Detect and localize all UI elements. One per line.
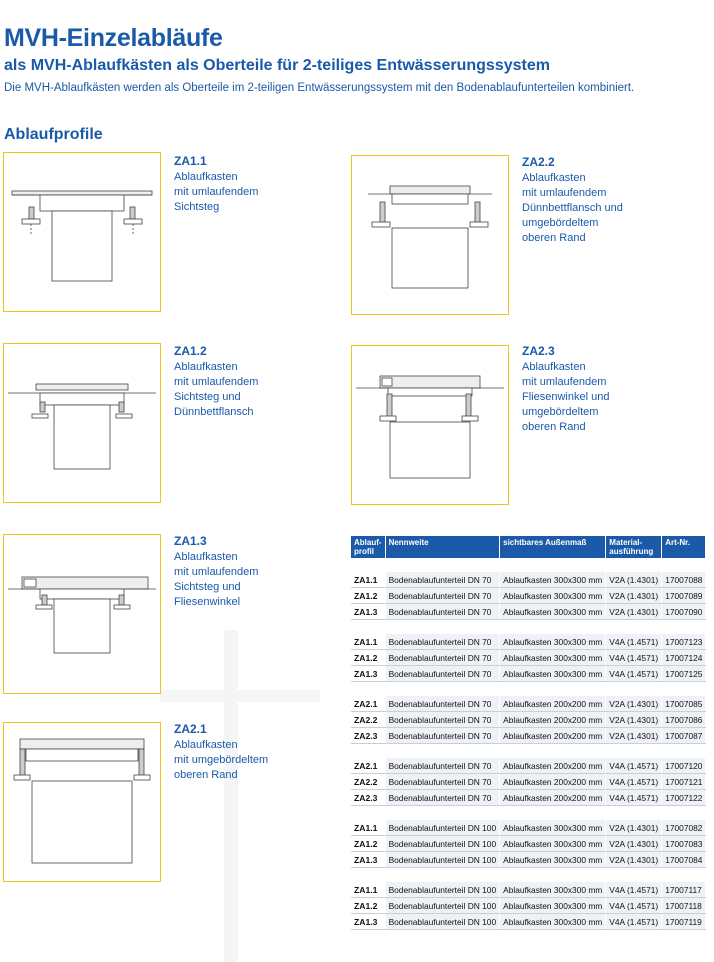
table-body <box>351 558 706 930</box>
column-header: Ablauf- profil <box>351 536 385 558</box>
table-row <box>351 696 706 712</box>
table-cell: 17007085 <box>662 696 706 712</box>
table-header-row <box>351 536 706 558</box>
table-cell: 17007089 <box>662 588 706 604</box>
column-header: Art-Nr. <box>662 536 706 558</box>
table-cell: 17007122 <box>662 790 706 806</box>
table-cell: ZA1.3 <box>351 914 385 930</box>
table-cell: Bodenablaufunterteil DN 70 <box>385 666 500 682</box>
table-cell: 17007121 <box>662 774 706 790</box>
table-cell: ZA1.1 <box>351 572 385 588</box>
table-row <box>351 882 706 898</box>
table-cell: Ablaufkasten 200x200 mm <box>500 774 606 790</box>
profile-za1-2 <box>174 344 258 420</box>
table-cell: ZA1.2 <box>351 836 385 852</box>
table-cell: V2A (1.4301) <box>606 728 662 744</box>
article-table <box>351 536 706 930</box>
table-cell: Bodenablaufunterteil DN 100 <box>385 882 500 898</box>
table-cell: Ablaufkasten 300x300 mm <box>500 914 606 930</box>
table-row <box>351 820 706 836</box>
table-cell: Bodenablaufunterteil DN 70 <box>385 758 500 774</box>
profile-desc-line: oberen Rand <box>174 769 238 781</box>
intro-text: Die MVH-Ablaufkästen werden als Oberteile im 2-teiligen Entwässerungssystem mit den Bodenablaufunterteilen kombiniert. <box>4 82 635 94</box>
table-cell: V4A (1.4571) <box>606 882 662 898</box>
table-row <box>351 898 706 914</box>
profile-desc-line: Ablaufkasten <box>174 361 238 373</box>
table-cell: V4A (1.4571) <box>606 898 662 914</box>
table-cell: Bodenablaufunterteil DN 70 <box>385 604 500 620</box>
profile-desc-line: Sichtsteg <box>174 201 220 213</box>
profile-drawing-za1-1 <box>3 152 161 312</box>
table-row <box>351 650 706 666</box>
table-cell: ZA2.2 <box>351 774 385 790</box>
profile-drawing-za2-3 <box>351 345 509 505</box>
profile-desc-line: mit umlaufendem <box>174 186 259 198</box>
table-cell: ZA2.1 <box>351 758 385 774</box>
table-cell: ZA1.1 <box>351 820 385 836</box>
table-cell: V4A (1.4571) <box>606 914 662 930</box>
column-header: Material- ausführung <box>606 536 662 558</box>
table-cell: V4A (1.4571) <box>606 634 662 650</box>
table-cell: Bodenablaufunterteil DN 100 <box>385 914 500 930</box>
table-cell: Bodenablaufunterteil DN 70 <box>385 712 500 728</box>
profile-desc-line: Ablaufkasten <box>174 551 238 563</box>
profile-desc-line: Ablaufkasten <box>174 171 238 183</box>
table-cell: Ablaufkasten 300x300 mm <box>500 882 606 898</box>
profile-code: ZA2.3 <box>522 344 555 358</box>
table-cell: Ablaufkasten 200x200 mm <box>500 696 606 712</box>
profile-drawing-za1-2 <box>3 343 161 503</box>
profile-drawing-za2-2 <box>351 155 509 315</box>
profile-desc-line: mit umlaufendem <box>522 376 607 388</box>
table-cell: Ablaufkasten 300x300 mm <box>500 588 606 604</box>
table-row <box>351 836 706 852</box>
table-cell: 17007123 <box>662 634 706 650</box>
profile-desc-line: Ablaufkasten <box>522 172 586 184</box>
table-group-spacer <box>351 682 706 697</box>
table-cell: ZA1.1 <box>351 882 385 898</box>
profile-desc-line: Sichtsteg und <box>174 391 241 403</box>
table-cell: Bodenablaufunterteil DN 70 <box>385 696 500 712</box>
table-cell: Ablaufkasten 300x300 mm <box>500 836 606 852</box>
table-cell: V2A (1.4301) <box>606 712 662 728</box>
background-cross-vertical <box>224 630 238 962</box>
table-cell: Bodenablaufunterteil DN 100 <box>385 836 500 852</box>
column-header: Nennweite <box>385 536 500 558</box>
table-cell: V4A (1.4571) <box>606 774 662 790</box>
table-row <box>351 634 706 650</box>
profile-desc-line: umgebördeltem <box>522 406 599 418</box>
table-cell: Ablaufkasten 200x200 mm <box>500 758 606 774</box>
profile-drawing-za2-1 <box>3 722 161 882</box>
table-cell: Ablaufkasten 300x300 mm <box>500 820 606 836</box>
profile-drawing-za1-3 <box>3 534 161 694</box>
table-cell: ZA2.1 <box>351 696 385 712</box>
table-cell: ZA1.3 <box>351 666 385 682</box>
profile-desc-line: Sichtsteg und <box>174 581 241 593</box>
profile-code: ZA1.2 <box>174 344 207 358</box>
table-cell: Ablaufkasten 300x300 mm <box>500 666 606 682</box>
profile-code: ZA1.3 <box>174 534 207 548</box>
table-row <box>351 790 706 806</box>
profile-desc-line: Dünnbettflansch <box>174 406 254 418</box>
table-cell: Ablaufkasten 300x300 mm <box>500 572 606 588</box>
table-cell: V2A (1.4301) <box>606 836 662 852</box>
table-cell: 17007090 <box>662 604 706 620</box>
profile-za1-3 <box>174 534 258 610</box>
table-row <box>351 588 706 604</box>
profile-desc-line: Ablaufkasten <box>522 361 586 373</box>
table-row <box>351 712 706 728</box>
table-cell: V2A (1.4301) <box>606 588 662 604</box>
profile-desc-line: Ablaufkasten <box>174 739 238 751</box>
table-cell: V4A (1.4571) <box>606 666 662 682</box>
profile-desc-line: mit umlaufendem <box>174 566 259 578</box>
table-cell: V2A (1.4301) <box>606 604 662 620</box>
profile-desc-line: Dünnbettflansch und <box>522 202 623 214</box>
table-cell: Bodenablaufunterteil DN 70 <box>385 728 500 744</box>
table-cell: ZA2.2 <box>351 712 385 728</box>
profile-desc-line: Fliesenwinkel <box>174 596 241 608</box>
table-cell: 17007118 <box>662 898 706 914</box>
table-cell: ZA2.3 <box>351 728 385 744</box>
table-group-spacer <box>351 806 706 821</box>
table-cell: V2A (1.4301) <box>606 852 662 868</box>
table-cell: Ablaufkasten 300x300 mm <box>500 634 606 650</box>
table-row <box>351 852 706 868</box>
profile-za2-3 <box>522 344 609 435</box>
table-cell: ZA1.2 <box>351 898 385 914</box>
table-row <box>351 666 706 682</box>
table-cell: 17007082 <box>662 820 706 836</box>
table-row <box>351 914 706 930</box>
table-cell: Ablaufkasten 300x300 mm <box>500 604 606 620</box>
table-cell: Bodenablaufunterteil DN 70 <box>385 588 500 604</box>
profile-desc-line: mit umgebördeltem <box>174 754 269 766</box>
table-row <box>351 774 706 790</box>
table-cell: 17007084 <box>662 852 706 868</box>
profile-za2-2 <box>522 155 623 246</box>
profile-za2-1 <box>174 722 268 783</box>
table-cell: Ablaufkasten 200x200 mm <box>500 728 606 744</box>
table-cell: V2A (1.4301) <box>606 820 662 836</box>
table-row <box>351 604 706 620</box>
table-group-spacer <box>351 868 706 883</box>
table-cell: Bodenablaufunterteil DN 70 <box>385 790 500 806</box>
table-cell: 17007083 <box>662 836 706 852</box>
table-cell: 17007087 <box>662 728 706 744</box>
profile-za1-1 <box>174 154 258 215</box>
table-cell: Bodenablaufunterteil DN 70 <box>385 634 500 650</box>
table-cell: ZA1.1 <box>351 634 385 650</box>
table-cell: 17007124 <box>662 650 706 666</box>
table-cell: Bodenablaufunterteil DN 70 <box>385 650 500 666</box>
table-row <box>351 728 706 744</box>
section-heading: Ablaufprofile <box>4 126 103 143</box>
table-group-spacer <box>351 620 706 635</box>
table-group-spacer <box>351 744 706 759</box>
table-cell: V2A (1.4301) <box>606 572 662 588</box>
table-cell: Bodenablaufunterteil DN 100 <box>385 898 500 914</box>
page-subtitle: als MVH-Ablaufkästen als Oberteile für 2-teiliges Entwässerungssystem <box>4 57 550 74</box>
table-cell: 17007117 <box>662 882 706 898</box>
profile-code: ZA2.1 <box>174 722 207 736</box>
profile-code: ZA2.2 <box>522 155 555 169</box>
table-cell: ZA1.3 <box>351 604 385 620</box>
table-cell: 17007120 <box>662 758 706 774</box>
profile-desc-line: oberen Rand <box>522 421 586 433</box>
table-cell: Ablaufkasten 200x200 mm <box>500 712 606 728</box>
table-row <box>351 572 706 588</box>
profile-desc-line: mit umlaufendem <box>522 187 607 199</box>
table-cell: Ablaufkasten 300x300 mm <box>500 852 606 868</box>
table-cell: ZA1.3 <box>351 852 385 868</box>
profile-code: ZA1.1 <box>174 154 207 168</box>
table-cell: V4A (1.4571) <box>606 650 662 666</box>
background-cross-horizontal <box>160 690 320 702</box>
table-cell: V2A (1.4301) <box>606 696 662 712</box>
table-cell: Ablaufkasten 300x300 mm <box>500 898 606 914</box>
table-cell: Bodenablaufunterteil DN 100 <box>385 852 500 868</box>
table-row <box>351 758 706 774</box>
table-cell: 17007119 <box>662 914 706 930</box>
table-cell: Bodenablaufunterteil DN 100 <box>385 820 500 836</box>
profile-desc-line: Fliesenwinkel und <box>522 391 610 403</box>
table-cell: Ablaufkasten 300x300 mm <box>500 650 606 666</box>
page-title: MVH-Einzelabläufe <box>4 24 223 52</box>
table-cell: Bodenablaufunterteil DN 70 <box>385 572 500 588</box>
table-cell: Ablaufkasten 200x200 mm <box>500 790 606 806</box>
table-cell: V4A (1.4571) <box>606 758 662 774</box>
profile-desc-line: oberen Rand <box>522 232 586 244</box>
table-cell: V4A (1.4571) <box>606 790 662 806</box>
table-cell: ZA2.3 <box>351 790 385 806</box>
profile-desc-line: mit umlaufendem <box>174 376 259 388</box>
table-cell: Bodenablaufunterteil DN 70 <box>385 774 500 790</box>
table-cell: ZA1.2 <box>351 588 385 604</box>
table-group-spacer <box>351 558 706 572</box>
table-cell: 17007086 <box>662 712 706 728</box>
profile-desc-line: umgebördeltem <box>522 217 599 229</box>
column-header: sichtbares Außenmaß <box>500 536 606 558</box>
table-cell: ZA1.2 <box>351 650 385 666</box>
table-cell: 17007125 <box>662 666 706 682</box>
table-cell: 17007088 <box>662 572 706 588</box>
